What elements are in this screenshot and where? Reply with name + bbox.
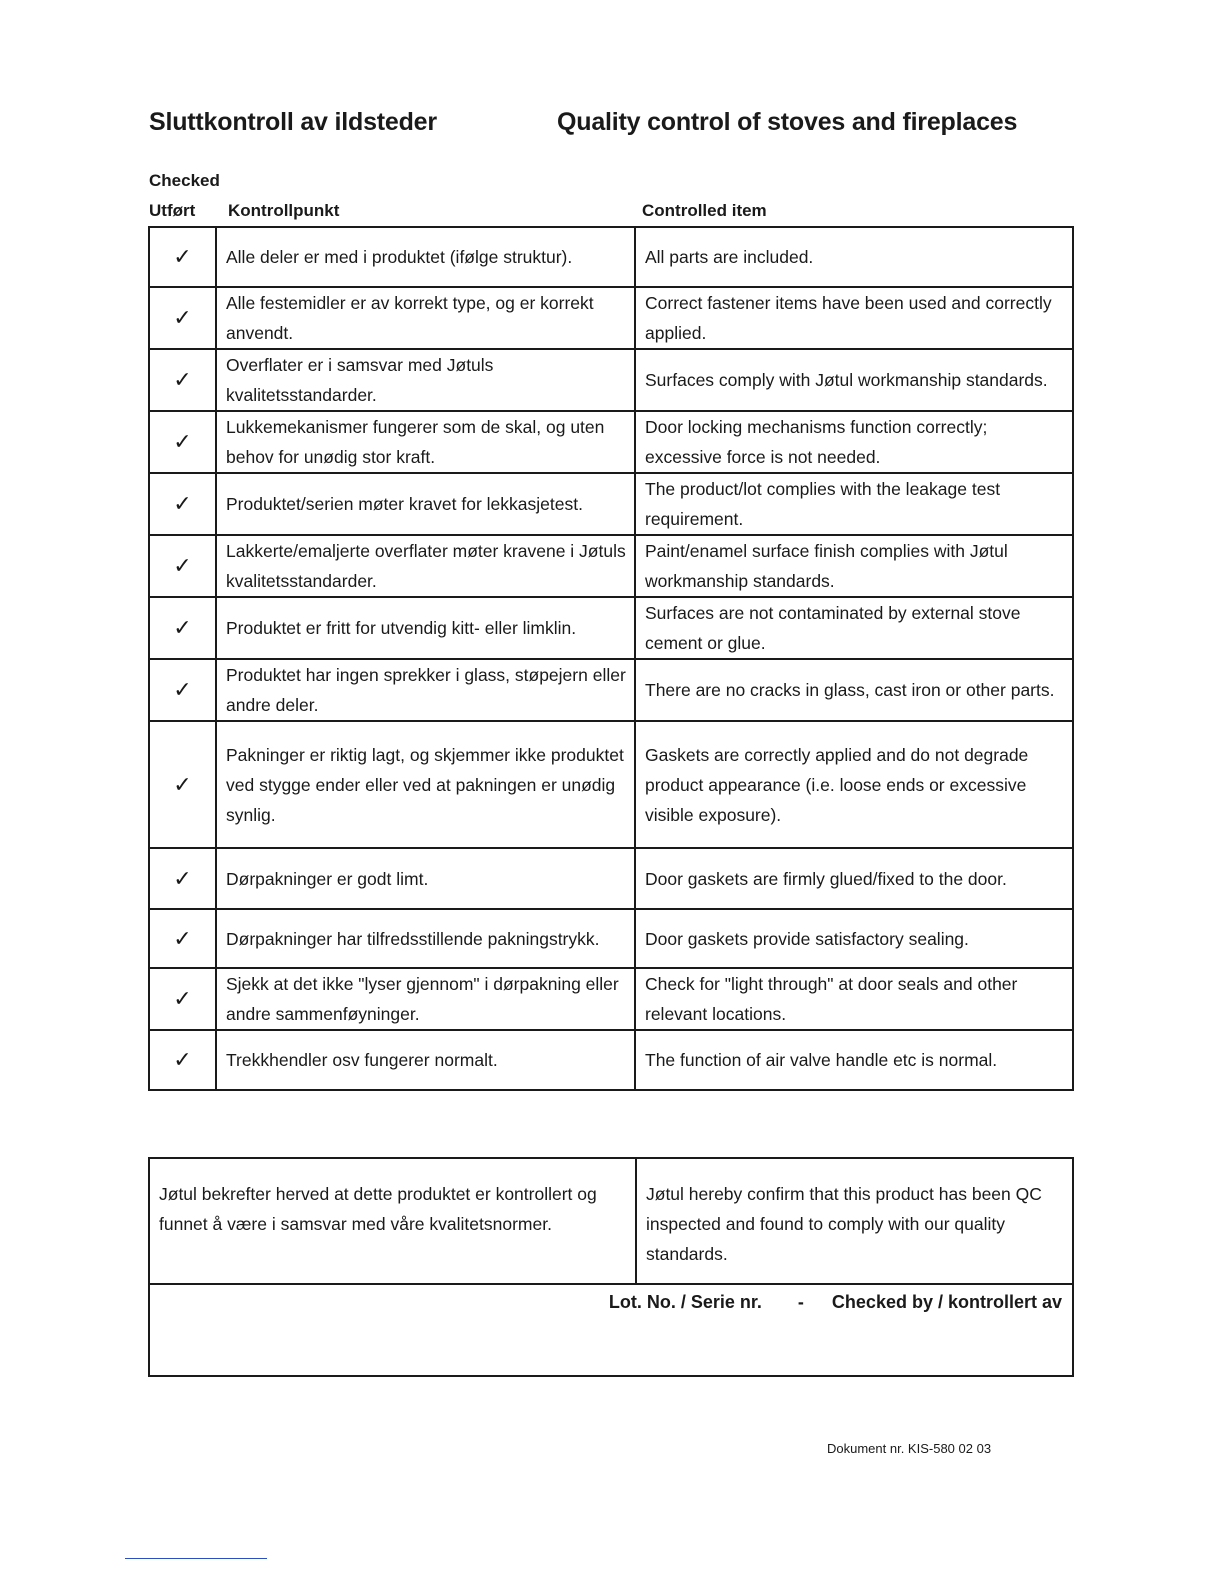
checkmark-icon: ✓ [149, 659, 216, 721]
kontrollpunkt-cell: Alle deler er med i produktet (ifølge struktur). [216, 227, 635, 287]
controlled-item-cell: Surfaces are not contaminated by external stove cement or glue. [635, 597, 1073, 659]
checkmark-icon: ✓ [149, 1030, 216, 1090]
controlled-item-cell: The product/lot complies with the leakage test requirement. [635, 473, 1073, 535]
kontrollpunkt-cell: Overflater er i samsvar med Jøtuls kvalitetsstandarder. [216, 349, 635, 411]
table-row [149, 909, 1073, 968]
checklist-table [148, 226, 1074, 1091]
kontrollpunkt-cell: Alle festemidler er av korrekt type, og er korrekt anvendt. [216, 287, 635, 349]
controlled-item-cell: Door gaskets provide satisfactory sealing. [635, 909, 1073, 968]
controlled-item-cell: Door locking mechanisms function correctly; excessive force is not needed. [635, 411, 1073, 473]
checkmark-icon: ✓ [149, 287, 216, 349]
controlled-item-cell: Surfaces comply with Jøtul workmanship standards. [635, 349, 1073, 411]
confirmation-text-english: Jøtul hereby confirm that this product has been QC inspected and found to comply with our quality standards. [636, 1158, 1073, 1284]
kontrollpunkt-cell: Trekkhendler osv fungerer normalt. [216, 1030, 635, 1090]
table-row [149, 968, 1073, 1030]
kontrollpunkt-cell: Produktet har ingen sprekker i glass, støpejern eller andre deler. [216, 659, 635, 721]
table-row [149, 473, 1073, 535]
table-row [149, 1030, 1073, 1090]
column-label-controlled-item: Controlled item [642, 201, 767, 220]
title-english: Quality control of stoves and fireplaces [557, 108, 1018, 136]
column-label-kontrollpunkt: Kontrollpunkt [228, 201, 340, 220]
column-label-utfort: Utført [149, 201, 196, 220]
checkmark-icon: ✓ [149, 473, 216, 535]
kontrollpunkt-cell: Lakkerte/emaljerte overflater møter kravene i Jøtuls kvalitetsstandarder. [216, 535, 635, 597]
checkmark-icon: ✓ [149, 597, 216, 659]
checked-by-label: Checked by / kontrollert av [831, 1292, 1062, 1312]
document-number: Dokument nr. KIS-580 02 03 [827, 1441, 992, 1456]
checkmark-icon: ✓ [149, 848, 216, 909]
kontrollpunkt-cell: Pakninger er riktig lagt, og skjemmer ikke produktet ved stygge ender eller ved at pakningen er unødig synlig. [216, 721, 635, 848]
kontrollpunkt-cell: Lukkemekanismer fungerer som de skal, og uten behov for unødig stor kraft. [216, 411, 635, 473]
checkmark-icon: ✓ [149, 349, 216, 411]
checkmark-icon: ✓ [149, 968, 216, 1030]
confirmation-row [149, 1158, 1073, 1284]
kontrollpunkt-cell: Produktet er fritt for utvendig kitt- eller limklin. [216, 597, 635, 659]
checkmark-icon: ✓ [149, 721, 216, 848]
confirmation-text-norwegian: Jøtul bekrefter herved at dette produktet er kontrollert og funnet å være i samsvar med våre kvalitetsnormer. [149, 1158, 636, 1284]
checkmark-icon: ✓ [149, 411, 216, 473]
controlled-item-cell: There are no cracks in glass, cast iron or other parts. [635, 659, 1073, 721]
title-norwegian: Sluttkontroll av ildsteder [149, 108, 437, 136]
table-row [149, 848, 1073, 909]
confirmation-table [148, 1157, 1074, 1377]
controlled-item-cell: Correct fastener items have been used and correctly applied. [635, 287, 1073, 349]
footnote-divider [125, 1558, 267, 1559]
checkmark-icon: ✓ [149, 909, 216, 968]
kontrollpunkt-cell: Dørpakninger er godt limt. [216, 848, 635, 909]
controlled-item-cell: All parts are included. [635, 227, 1073, 287]
signature-row [149, 1284, 1073, 1376]
table-row [149, 535, 1073, 597]
table-row [149, 597, 1073, 659]
controlled-item-cell: Gaskets are correctly applied and do not degrade product appearance (i.e. loose ends or excessive visible exposure). [635, 721, 1073, 848]
table-row [149, 287, 1073, 349]
controlled-item-cell: The function of air valve handle etc is normal. [635, 1030, 1073, 1090]
table-row [149, 227, 1073, 287]
separator-dash: - [797, 1292, 804, 1312]
controlled-item-cell: Paint/enamel surface finish complies with Jøtul workmanship standards. [635, 535, 1073, 597]
lot-signature-field[interactable] [149, 1284, 1073, 1376]
controlled-item-cell: Door gaskets are firmly glued/fixed to the door. [635, 848, 1073, 909]
kontrollpunkt-cell: Sjekk at det ikke "lyser gjennom" i dørpakning eller andre sammenføyninger. [216, 968, 635, 1030]
kontrollpunkt-cell: Dørpakninger har tilfredsstillende pakningstrykk. [216, 909, 635, 968]
table-row [149, 659, 1073, 721]
checkmark-icon: ✓ [149, 535, 216, 597]
lot-number-label: Lot. No. / Serie nr. [608, 1292, 762, 1312]
table-row [149, 349, 1073, 411]
kontrollpunkt-cell: Produktet/serien møter kravet for lekkasjetest. [216, 473, 635, 535]
table-row [149, 721, 1073, 848]
checkmark-icon: ✓ [149, 227, 216, 287]
column-label-checked: Checked [149, 171, 220, 190]
controlled-item-cell: Check for "light through" at door seals and other relevant locations. [635, 968, 1073, 1030]
table-row [149, 411, 1073, 473]
